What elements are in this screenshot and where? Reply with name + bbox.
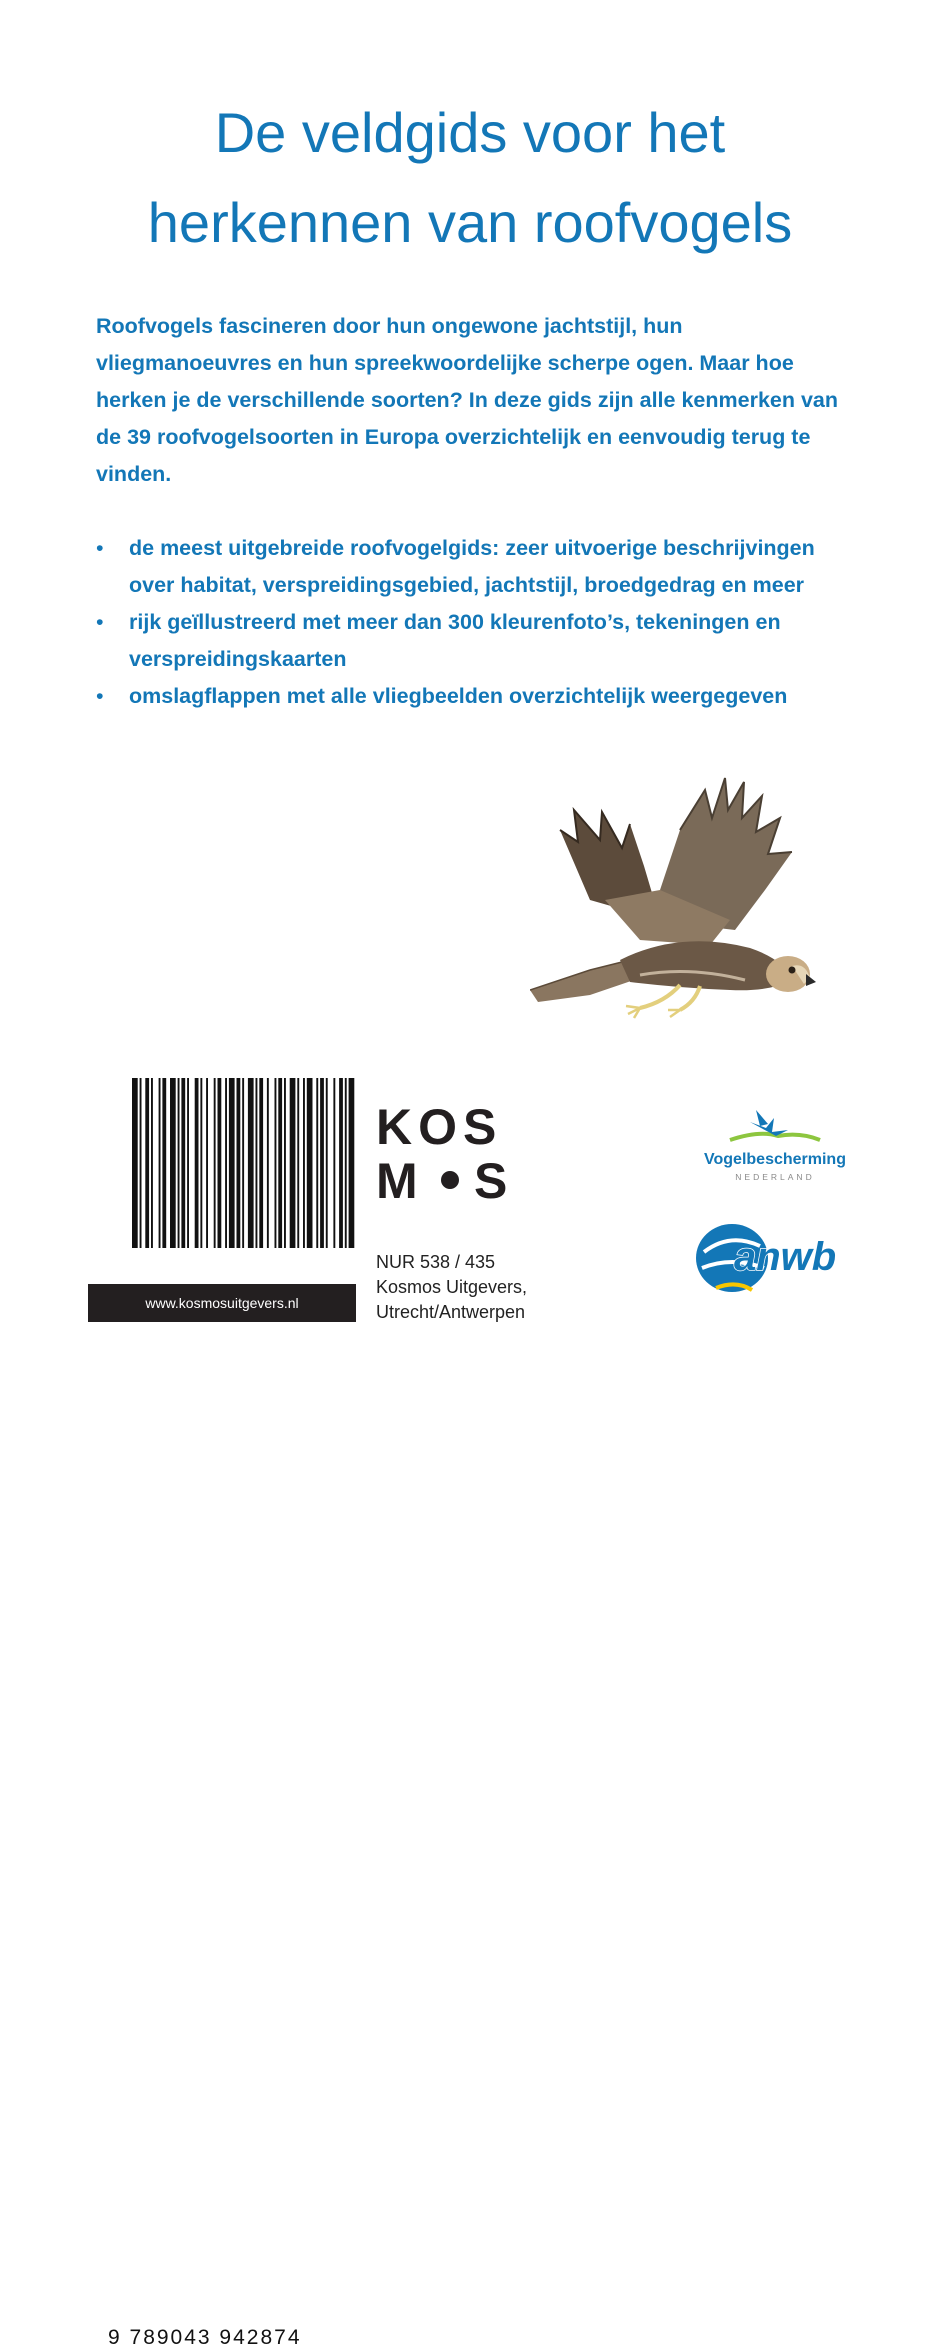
barcode-bar: [278, 1078, 282, 1248]
headline-line-1: De veldgids voor het: [214, 101, 726, 164]
vogelbescherming-name: Vogelbescherming: [704, 1151, 846, 1168]
barcode-bar: [316, 1078, 318, 1248]
barcode-bar: [132, 1078, 138, 1248]
kosmos-logo-line1: KOS: [376, 1100, 503, 1155]
nur-code: NUR 538 / 435: [376, 1252, 496, 1272]
barcode-bar: [307, 1078, 313, 1248]
publisher-website: www.kosmosuitgevers.nl: [88, 1284, 356, 1322]
book-headline: [0, 88, 920, 268]
barcode-bar: [140, 1078, 142, 1248]
barcode-bar: [200, 1078, 202, 1248]
headline-line-2: herkennen van roofvogels: [147, 191, 793, 254]
barcode-bar: [162, 1078, 166, 1248]
barcode-bar: [267, 1078, 269, 1248]
barcode-bar: [229, 1078, 235, 1248]
barcode-bar: [320, 1078, 324, 1248]
barcode-bar: [248, 1078, 254, 1248]
barcode-bar: [195, 1078, 199, 1248]
barcode-bar: [159, 1078, 161, 1248]
barcode-bar: [349, 1078, 355, 1248]
bullet-text: de meest uitgebreide roofvogelgids: zeer uitvoerige beschrijvingen over habitat, verspreidingsgebied, jachtstijl, broedgedrag en meer: [129, 536, 815, 597]
barcode-bar: [145, 1078, 149, 1248]
list-item: [96, 530, 856, 604]
kosmos-logo-m: M: [376, 1153, 418, 1209]
barcode-bar: [345, 1078, 347, 1248]
barcode-bar: [256, 1078, 258, 1248]
barcode-bar: [170, 1078, 176, 1248]
kosmos-logo: [376, 1100, 516, 1210]
barcode-bar: [178, 1078, 180, 1248]
barcode-bar: [218, 1078, 222, 1248]
bullet-symbol: •: [96, 536, 104, 560]
barcode-bar: [275, 1078, 277, 1248]
barcode-bar: [242, 1078, 244, 1248]
barcode-icon: [88, 1078, 356, 1248]
intro-paragraph: Roofvogels fascineren door hun ongewone jachtstijl, hun vliegmanoeuvres en hun spreekwoordelijke scherpe ogen. Maar hoe herken je de verschillende soorten? In deze gids zijn alle kenmerken van de 39 roofvogelsoorten in Europa overzichtelijk en eenvoudig terug te vinden.: [96, 314, 839, 486]
feature-list: [96, 530, 856, 715]
barcode-bar: [284, 1078, 286, 1248]
kosmos-logo-s: S: [474, 1153, 508, 1209]
barcode-bar: [297, 1078, 299, 1248]
vogelbescherming-subtitle: NEDERLAND: [735, 1172, 815, 1182]
barcode-bar: [181, 1078, 185, 1248]
kosmos-logo-dot: [441, 1171, 459, 1189]
publisher-city: Utrecht/Antwerpen: [376, 1302, 526, 1322]
barcode-bar: [259, 1078, 263, 1248]
isbn-number: 9 789043 942874: [108, 2326, 302, 2349]
bullet-symbol: •: [96, 684, 104, 708]
anwb-globe-icon: [690, 1212, 860, 1302]
list-item: [96, 678, 856, 715]
barcode-bar: [303, 1078, 305, 1248]
barcode-bar: [151, 1078, 153, 1248]
barcode-bar: [206, 1078, 208, 1248]
list-item: [96, 604, 856, 678]
publisher-name: Kosmos Uitgevers,: [376, 1277, 528, 1297]
bullet-text: omslagflappen met alle vliegbeelden overzichtelijk weergegeven: [129, 684, 788, 708]
barcode-bar: [214, 1078, 216, 1248]
bullet-text: rijk geïllustreerd met meer dan 300 kleurenfoto’s, tekeningen en verspreidingskaarten: [129, 610, 781, 671]
barcode-bar: [225, 1078, 227, 1248]
barcode-bar: [333, 1078, 335, 1248]
barcode-bar: [187, 1078, 189, 1248]
harrier-bird-illustration: [530, 770, 820, 1030]
bullet-symbol: •: [96, 610, 104, 634]
publisher-info: [376, 1250, 527, 1325]
barcode-bar: [237, 1078, 241, 1248]
anwb-wordmark: anwb: [734, 1235, 837, 1279]
barcode-bar: [326, 1078, 328, 1248]
barcode-bar: [290, 1078, 296, 1248]
barcode-bar: [339, 1078, 343, 1248]
